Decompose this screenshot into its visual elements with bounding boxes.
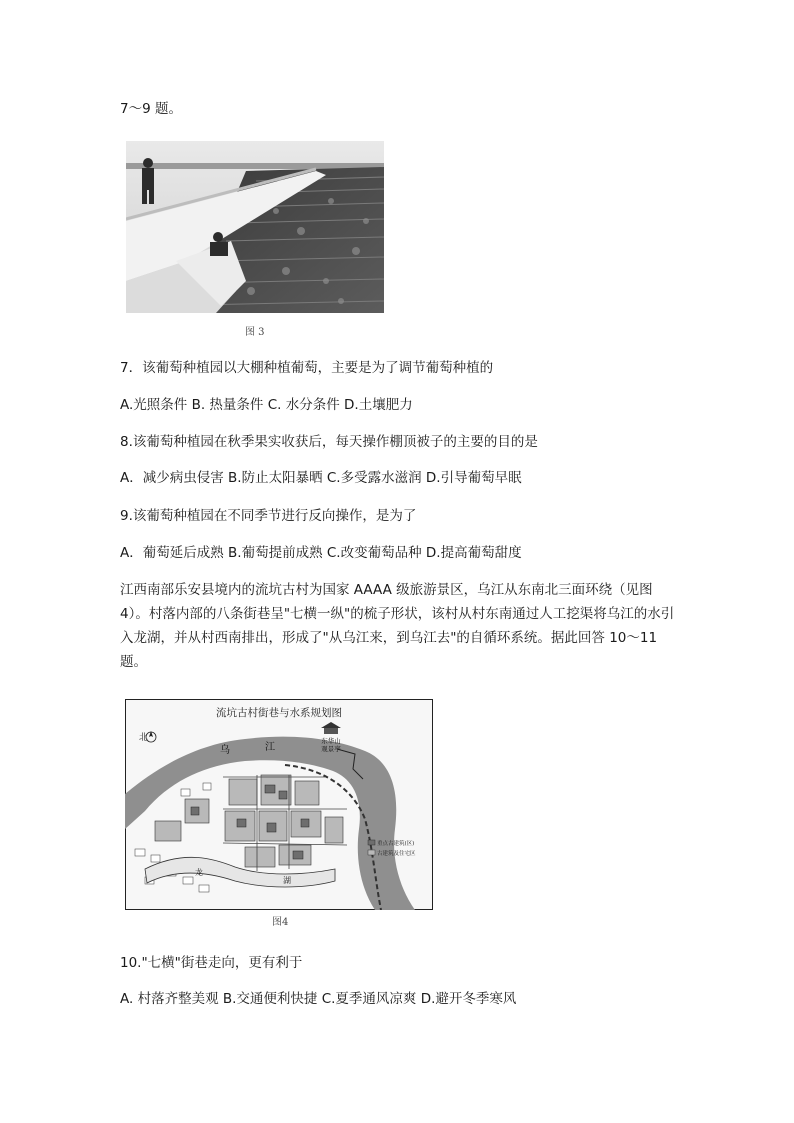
q7-options: A.光照条件 B. 热量条件 C. 水分条件 D.土壤肥力 <box>120 397 413 413</box>
north-label: 北 <box>139 733 149 743</box>
legend-label-residential: 古建筑及住宅区 <box>377 851 416 857</box>
passage: 江西南部乐安县境内的流坑古村为国家 AAAA 级旅游景区，乌江从东南北三面环绕（见图 4）。村落内部的八条街巷呈"七横一纵"的梳子形状，该村从村东南通过人工挖渠将乌江的水引入龙湖，并从村西南排出，形成了"从乌江来，到乌江去"的自循环系统。据此回答 10～11 题。 <box>120 582 675 670</box>
village-map <box>125 699 433 910</box>
q8-stem: 8.该葡萄种植园在秋季果实收获后，每天操作棚顶被子的主要的目的是 <box>120 434 538 450</box>
legend-label-heritage: 重点古建筑(区) <box>377 841 415 847</box>
q9-stem: 9.该葡萄种植园在不同季节进行反向操作，是为了 <box>120 508 417 524</box>
legend-key-heritage <box>368 840 375 845</box>
q9-options: A．葡萄延后成熟 B.葡萄提前成熟 C.改变葡萄品种 D.提高葡萄甜度 <box>120 545 522 561</box>
figure3-caption: 图 3 <box>245 327 265 338</box>
lake-label-1: 龙 <box>195 868 203 877</box>
pavilion-label-2: 观景亭 <box>321 745 341 753</box>
map-title: 流坑古村街巷与水系规划图 <box>216 707 342 719</box>
q8-options: A．减少病虫侵害 B.防止太阳暴晒 C.多受露水滋润 D.引导葡萄早眠 <box>120 470 522 486</box>
figure4-caption: 图4 <box>272 917 289 928</box>
intro-line: 7～9 题。 <box>120 101 182 117</box>
q7-stem: 7．该葡萄种植园以大棚种植葡萄，主要是为了调节葡萄种植的 <box>120 360 494 376</box>
legend-key-residential <box>368 850 375 855</box>
river-label-2: 江 <box>265 742 275 753</box>
greenhouse-photo <box>126 141 384 313</box>
pavilion-label-1: 东华山 <box>321 737 341 745</box>
q10-stem: 10."七横"街巷走向，更有利于 <box>120 955 303 971</box>
river-label-1: 乌 <box>220 745 230 756</box>
lake-label-2: 湖 <box>283 876 291 885</box>
q10-options: A. 村落齐整美观 B.交通便利快捷 C.夏季通风凉爽 D.避开冬季寒风 <box>120 991 517 1007</box>
